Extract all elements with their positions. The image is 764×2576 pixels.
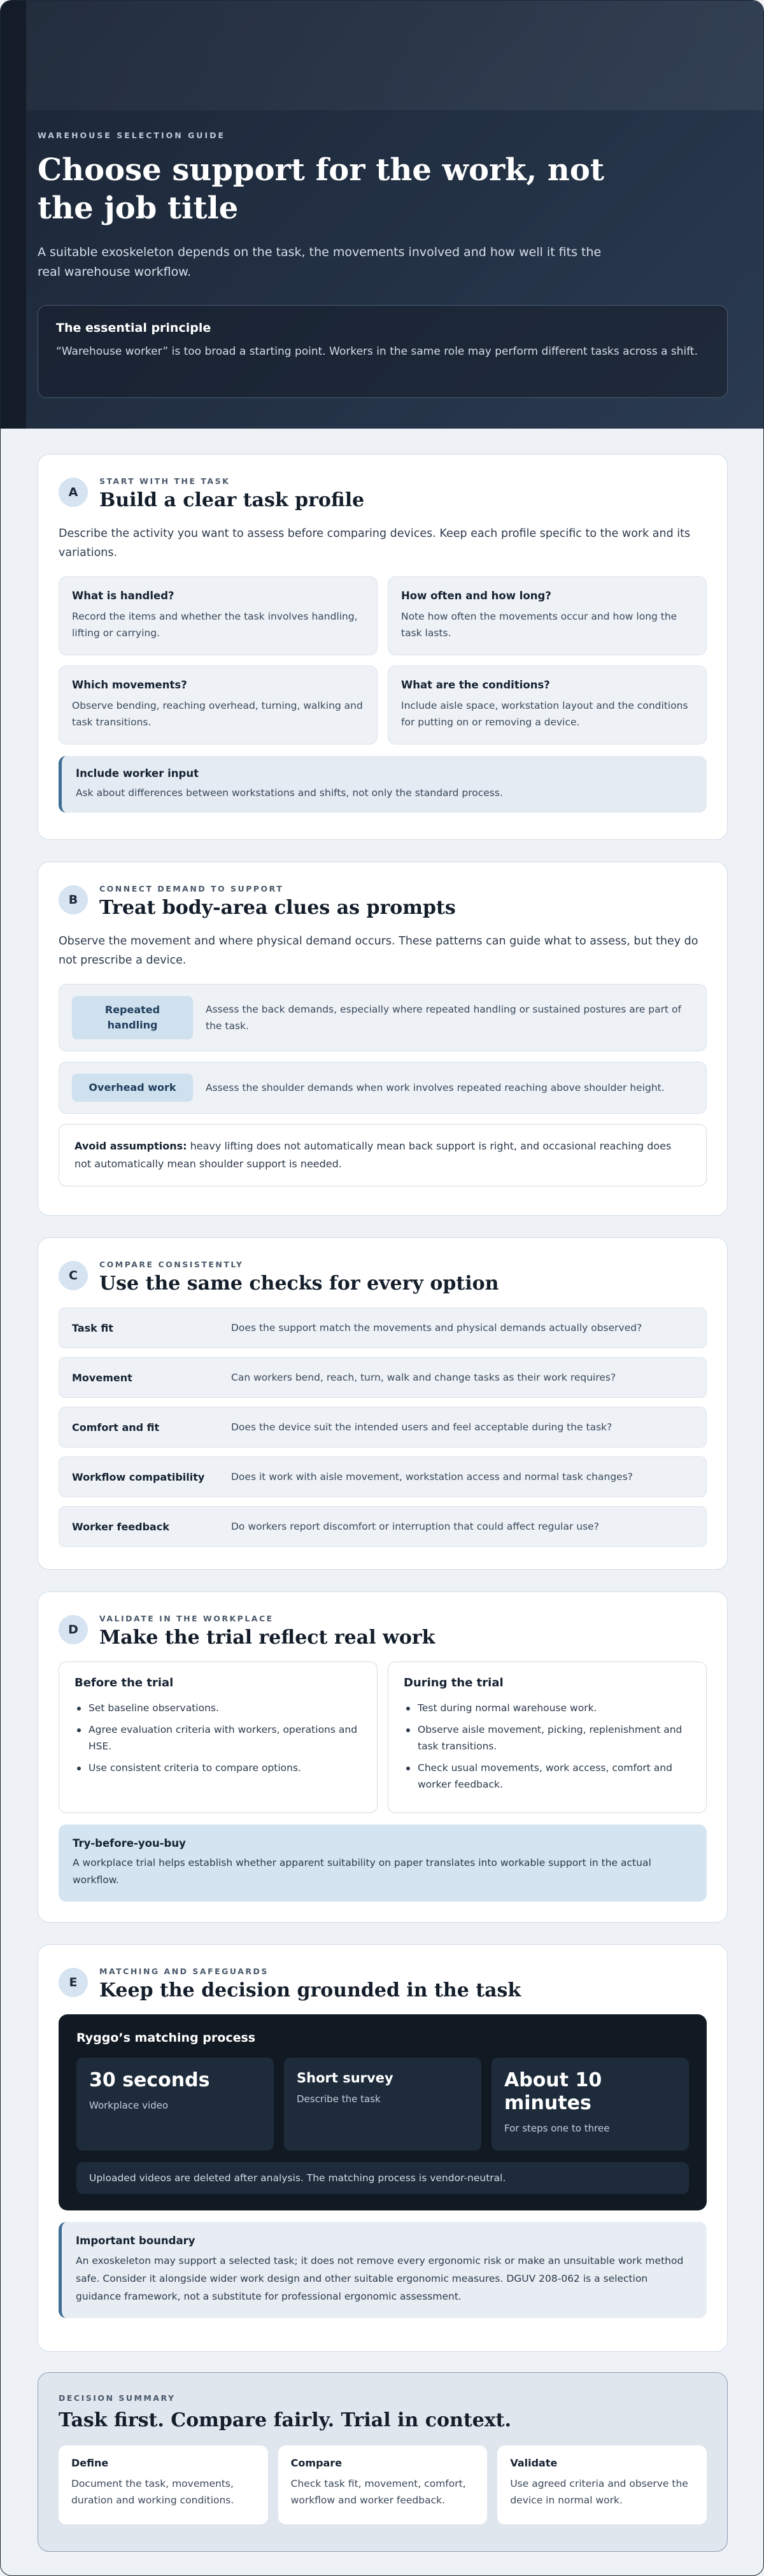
section-e	[38, 1944, 728, 2352]
section-a	[38, 454, 728, 840]
check-label: Worker feedback	[72, 1520, 169, 1533]
process-stats	[76, 2058, 689, 2151]
process-title: Ryggo’s matching process	[76, 2031, 256, 2045]
stat-duration	[492, 2058, 689, 2151]
section-eyebrow: COMPARE CONSISTENTLY	[99, 1260, 244, 1269]
tile-text: Observe bending, reaching overhead, turning, walking and task transitions.	[72, 700, 363, 728]
check-row	[59, 1307, 707, 1348]
clue-overhead-work	[59, 1062, 707, 1114]
summary-title: Task first. Compare fairly. Trial in context.	[59, 2409, 511, 2431]
note-lead: Avoid assumptions:	[74, 1140, 187, 1152]
section-c-header	[59, 1260, 707, 1296]
check-question: Can workers bend, reach, turn, walk and change tasks as their work requires?	[231, 1372, 616, 1383]
worker-input-callout	[59, 756, 707, 813]
check-question: Does the support match the movements and physical demands actually observed?	[231, 1322, 642, 1334]
boundary-title: Important boundary	[76, 2235, 195, 2247]
hero-top-band	[26, 1, 764, 110]
check-row	[59, 1357, 707, 1398]
tile-title: How often and how long?	[401, 590, 551, 602]
section-e-header	[59, 1967, 707, 2003]
during-trial-box	[388, 1662, 707, 1813]
principle-text: “Warehouse worker” is too broad a starting point. Workers in the same role may perform different tasks across a shift.	[56, 345, 698, 358]
check-label: Task fit	[72, 1321, 113, 1334]
summary-grid	[59, 2445, 707, 2524]
process-footnote: Uploaded videos are deleted after analysis. The matching process is vendor-neutral.	[76, 2162, 689, 2194]
callout-text: Ask about differences between workstations and shifts, not only the standard process.	[76, 787, 503, 799]
check-row	[59, 1456, 707, 1497]
stat-label: Describe the task	[297, 2093, 381, 2105]
clue-chip: Repeated handling	[72, 996, 193, 1039]
stat-video	[76, 2058, 274, 2151]
trial-box-title: During the trial	[404, 1676, 504, 1690]
section-title: Build a clear task profile	[99, 489, 365, 511]
section-d	[38, 1591, 728, 1923]
hero-lede: A suitable exoskeleton depends on the task, the movements involved and how well it fits the real warehouse workflow.	[38, 245, 602, 279]
during-trial-list	[404, 1700, 691, 1793]
list-item: Observe aisle movement, picking, replenishment and task transitions.	[404, 1721, 691, 1754]
trial-box-title: Before the trial	[74, 1676, 174, 1690]
stat-label: For steps one to three	[504, 2123, 610, 2134]
principle-box	[38, 305, 728, 398]
stat-value: About 10 minutes	[504, 2069, 602, 2114]
tile-text: Include aisle space, workstation layout and the conditions for putting on or removing a device.	[401, 700, 688, 728]
summary-eyebrow: DECISION SUMMARY	[59, 2393, 176, 2403]
section-c	[38, 1237, 728, 1570]
try-before-you-buy-box	[59, 1825, 707, 1902]
stat-value: 30 seconds	[89, 2069, 210, 2091]
check-question: Do workers report discomfort or interruption that could affect regular use?	[231, 1521, 599, 1532]
section-title: Make the trial reflect real work	[99, 1626, 435, 1649]
section-title: Keep the decision grounded in the task	[99, 1979, 521, 2002]
list-item: Use consistent criteria to compare options.	[74, 1760, 362, 1776]
stat-label: Workplace video	[89, 2100, 169, 2111]
section-intro: Observe the movement and where physical demand occurs. These patterns can guide what to assess, but they do not prescribe a device.	[59, 935, 698, 967]
summary-define	[59, 2445, 268, 2524]
tile-what-handled	[59, 576, 378, 655]
section-d-header	[59, 1614, 707, 1650]
callout-title: Include worker input	[76, 767, 199, 779]
boundary-text: An exoskeleton may support a selected task; it does not remove every ergonomic risk or make an unsuitable work method safe. Consider it alongside wider work design and other suitable ergonomic measures. DGUV 208-062 is a selection guidance framework, not a substitute for professional ergonomic assessment.	[76, 2255, 684, 2302]
tile-text: Record the items and whether the task involves handling, lifting or carrying.	[72, 611, 358, 639]
check-label: Comfort and fit	[72, 1421, 160, 1434]
section-eyebrow: CONNECT DEMAND TO SUPPORT	[99, 884, 284, 893]
tile-title: Which movements?	[72, 679, 187, 691]
section-intro: Describe the activity you want to assess before comparing devices. Keep each profile specific to the work and its variations.	[59, 527, 691, 559]
list-item: Set baseline observations.	[74, 1700, 362, 1716]
section-a-header	[59, 476, 707, 513]
page-title: Choose support for the work, not the job title	[38, 152, 605, 226]
section-badge: E	[59, 1968, 88, 1997]
tile-title: What are the conditions?	[401, 679, 550, 691]
summary-tile-title: Define	[71, 2457, 109, 2469]
check-label: Movement	[72, 1371, 132, 1384]
before-trial-box	[59, 1662, 378, 1813]
decision-summary	[38, 2372, 728, 2552]
summary-tile-text: Check task fit, movement, comfort, workflow and worker feedback.	[290, 2478, 466, 2506]
before-trial-list	[74, 1700, 362, 1776]
clue-text: Assess the shoulder demands when work involves repeated reaching above shoulder height.	[206, 1082, 665, 1093]
check-question: Does the device suit the intended users and feel acceptable during the task?	[231, 1421, 612, 1433]
tile-title: What is handled?	[72, 590, 174, 602]
section-eyebrow: START WITH THE TASK	[99, 476, 230, 486]
important-boundary-callout	[59, 2222, 707, 2318]
trial-grid	[59, 1662, 707, 1813]
hero	[1, 1, 763, 429]
tile-text: Note how often the movements occur and how long the task lasts.	[401, 611, 677, 639]
summary-tile-text: Document the task, movements, duration and working conditions.	[71, 2478, 234, 2506]
section-badge: D	[59, 1615, 88, 1644]
check-row	[59, 1407, 707, 1448]
section-badge: A	[59, 478, 88, 507]
clue-repeated-handling	[59, 984, 707, 1051]
summary-compare	[278, 2445, 488, 2524]
hero-side-stripe	[1, 1, 26, 429]
tile-conditions	[388, 665, 707, 744]
stat-value: Short survey	[297, 2070, 393, 2086]
matching-process-panel	[59, 2014, 707, 2210]
summary-validate	[497, 2445, 707, 2524]
summary-tile-title: Compare	[290, 2457, 343, 2469]
section-eyebrow: VALIDATE IN THE WORKPLACE	[99, 1614, 274, 1623]
section-title: Treat body-area clues as prompts	[99, 897, 456, 919]
task-profile-grid	[59, 576, 707, 744]
clue-text: Assess the back demands, especially where repeated handling or sustained postures are part of the task.	[206, 1004, 681, 1032]
summary-tile-text: Use agreed criteria and observe the device in normal work.	[510, 2478, 688, 2506]
section-badge: C	[59, 1261, 88, 1290]
summary-tile-title: Validate	[510, 2457, 558, 2469]
section-b-header	[59, 884, 707, 920]
principle-title: The essential principle	[56, 321, 211, 335]
note-text: heavy lifting does not automatically mean back support is right, and occasional reaching does not automatically mean shoulder support is needed.	[74, 1140, 672, 1170]
section-title: Use the same checks for every option	[99, 1272, 499, 1295]
tile-how-often	[388, 576, 707, 655]
stat-survey	[284, 2058, 481, 2151]
section-badge: B	[59, 885, 88, 914]
section-eyebrow: MATCHING AND SAFEGUARDS	[99, 1967, 269, 1976]
list-item: Agree evaluation criteria with workers, operations and HSE.	[74, 1721, 362, 1754]
try-title: Try-before-you-buy	[73, 1837, 186, 1849]
hero-eyebrow: WAREHOUSE SELECTION GUIDE	[38, 131, 226, 140]
check-row	[59, 1506, 707, 1547]
check-label: Workflow compatibility	[72, 1470, 205, 1483]
section-b	[38, 862, 728, 1216]
tile-which-movements	[59, 665, 378, 744]
try-text: A workplace trial helps establish whether apparent suitability on paper translates into workable support in the actual workflow.	[73, 1857, 651, 1886]
check-question: Does it work with aisle movement, workstation access and normal task changes?	[231, 1471, 633, 1483]
list-item: Check usual movements, work access, comfort and worker feedback.	[404, 1760, 691, 1793]
avoid-assumptions-note	[59, 1124, 707, 1186]
clue-chip: Overhead work	[72, 1074, 193, 1102]
list-item: Test during normal warehouse work.	[404, 1700, 691, 1716]
